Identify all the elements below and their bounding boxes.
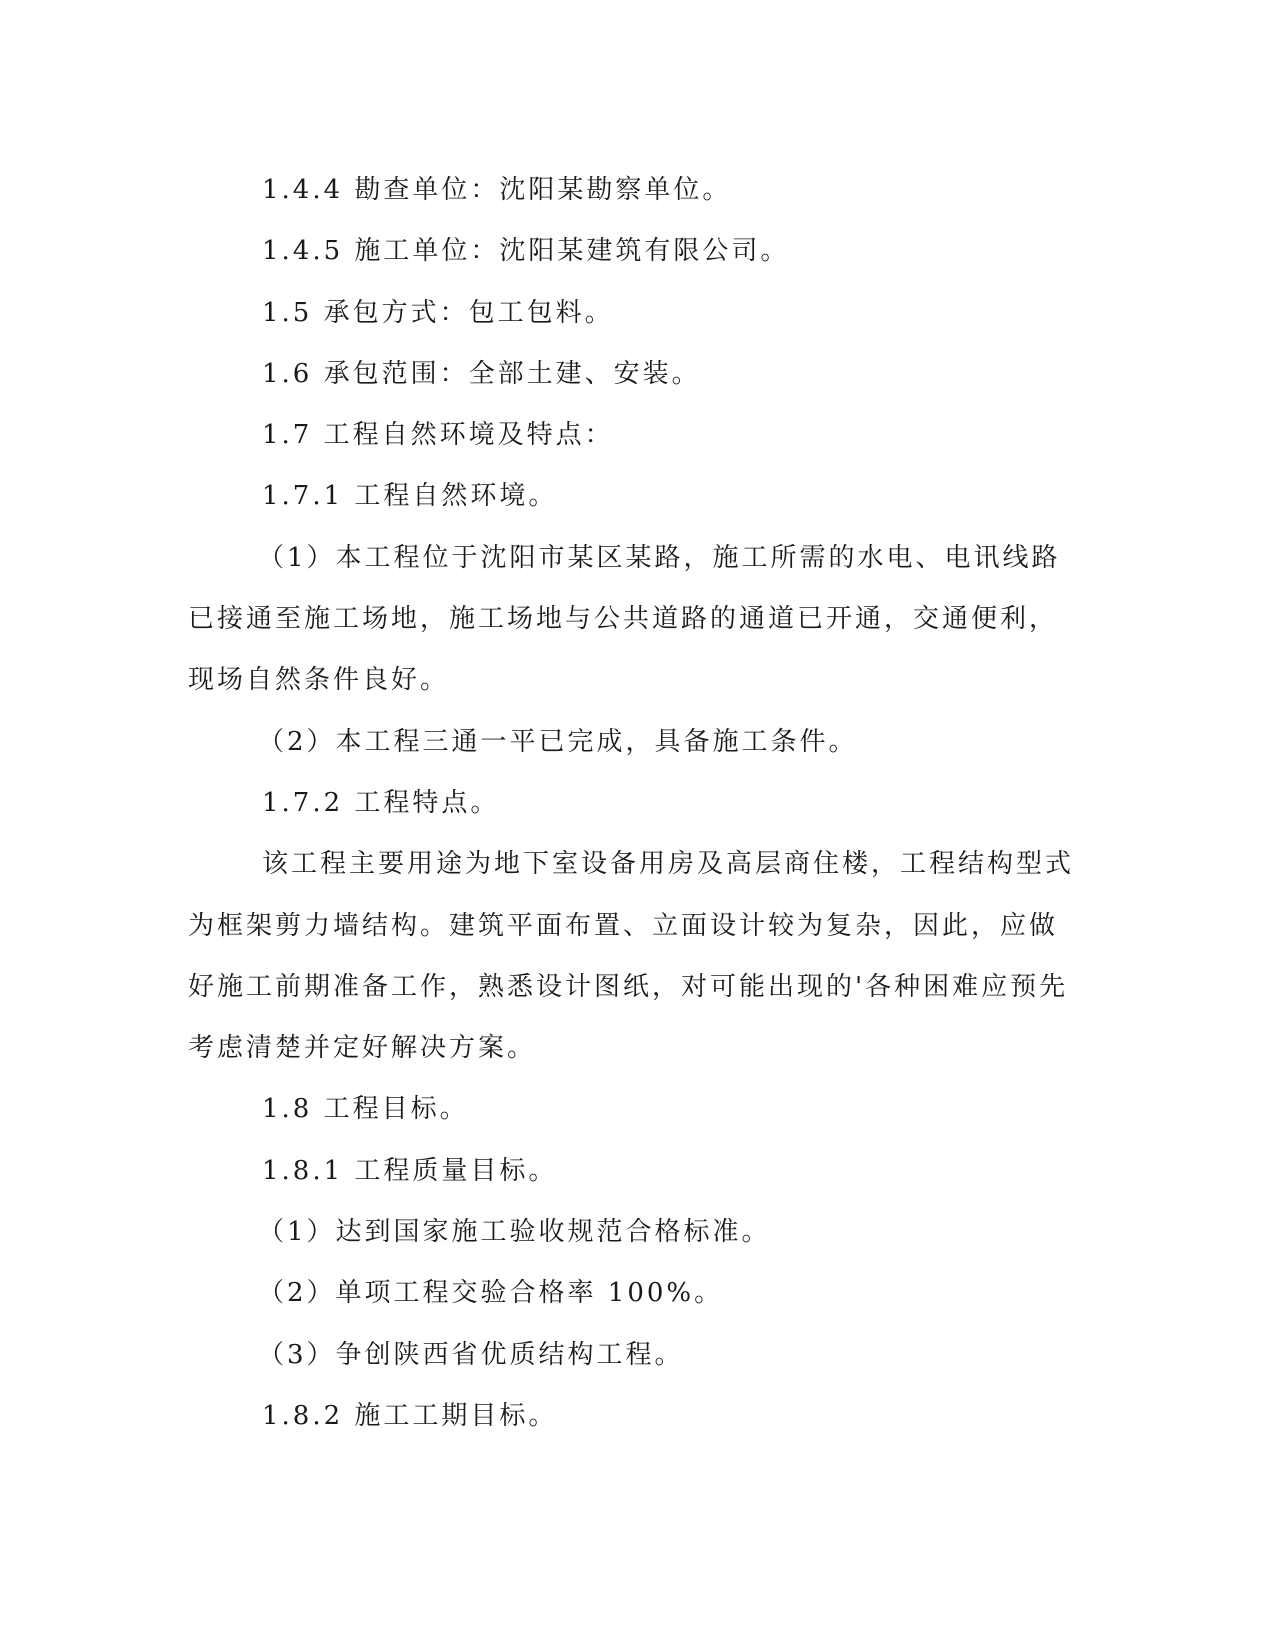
text-line: 为框架剪力墙结构。建筑平面布置、立面设计较为复杂，因此，应做 <box>188 910 1059 941</box>
text-line: 现场自然条件良好。 <box>188 665 450 696</box>
text-line: 1.6 承包范围：全部土建、安装。 <box>262 358 701 389</box>
text-line: 1.7.1 工程自然环境。 <box>262 481 558 512</box>
text-line: （2）单项工程交验合格率 100%。 <box>258 1278 724 1309</box>
text-line: 1.8.2 施工工期目标。 <box>262 1400 558 1431</box>
text-line: （1）达到国家施工验收规范合格标准。 <box>258 1217 771 1248</box>
text-line: （2）本工程三通一平已完成，具备施工条件。 <box>258 726 858 757</box>
text-line: 1.8.1 工程质量目标。 <box>262 1155 558 1186</box>
text-line: 1.7.2 工程特点。 <box>262 787 500 818</box>
text-line: （1）本工程位于沈阳市某区某路，施工所需的水电、电讯线路 <box>258 542 1061 573</box>
text-line: 考虑清楚并定好解决方案。 <box>188 1033 537 1064</box>
text-line: 好施工前期准备工作，熟悉设计图纸，对可能出现的'各种困难应预先 <box>188 971 1069 1002</box>
text-line: 1.4.4 勘查单位：沈阳某勘察单位。 <box>262 175 732 205</box>
text-line: 已接通至施工场地，施工场地与公共道路的通道已开通，交通便利， <box>188 604 1059 635</box>
text-line: （3）争创陕西省优质结构工程。 <box>258 1339 684 1370</box>
document-body <box>188 160 1075 1447</box>
text-line: 该工程主要用途为地下室设备用房及高层商住楼，工程结构型式 <box>262 849 1075 880</box>
text-line: 1.7 工程自然环境及特点： <box>262 420 614 451</box>
text-line: 1.5 承包方式：包工包料。 <box>262 297 614 328</box>
text-line: 1.4.5 施工单位：沈阳某建筑有限公司。 <box>262 236 790 267</box>
text-line: 1.8 工程目标。 <box>262 1094 469 1125</box>
